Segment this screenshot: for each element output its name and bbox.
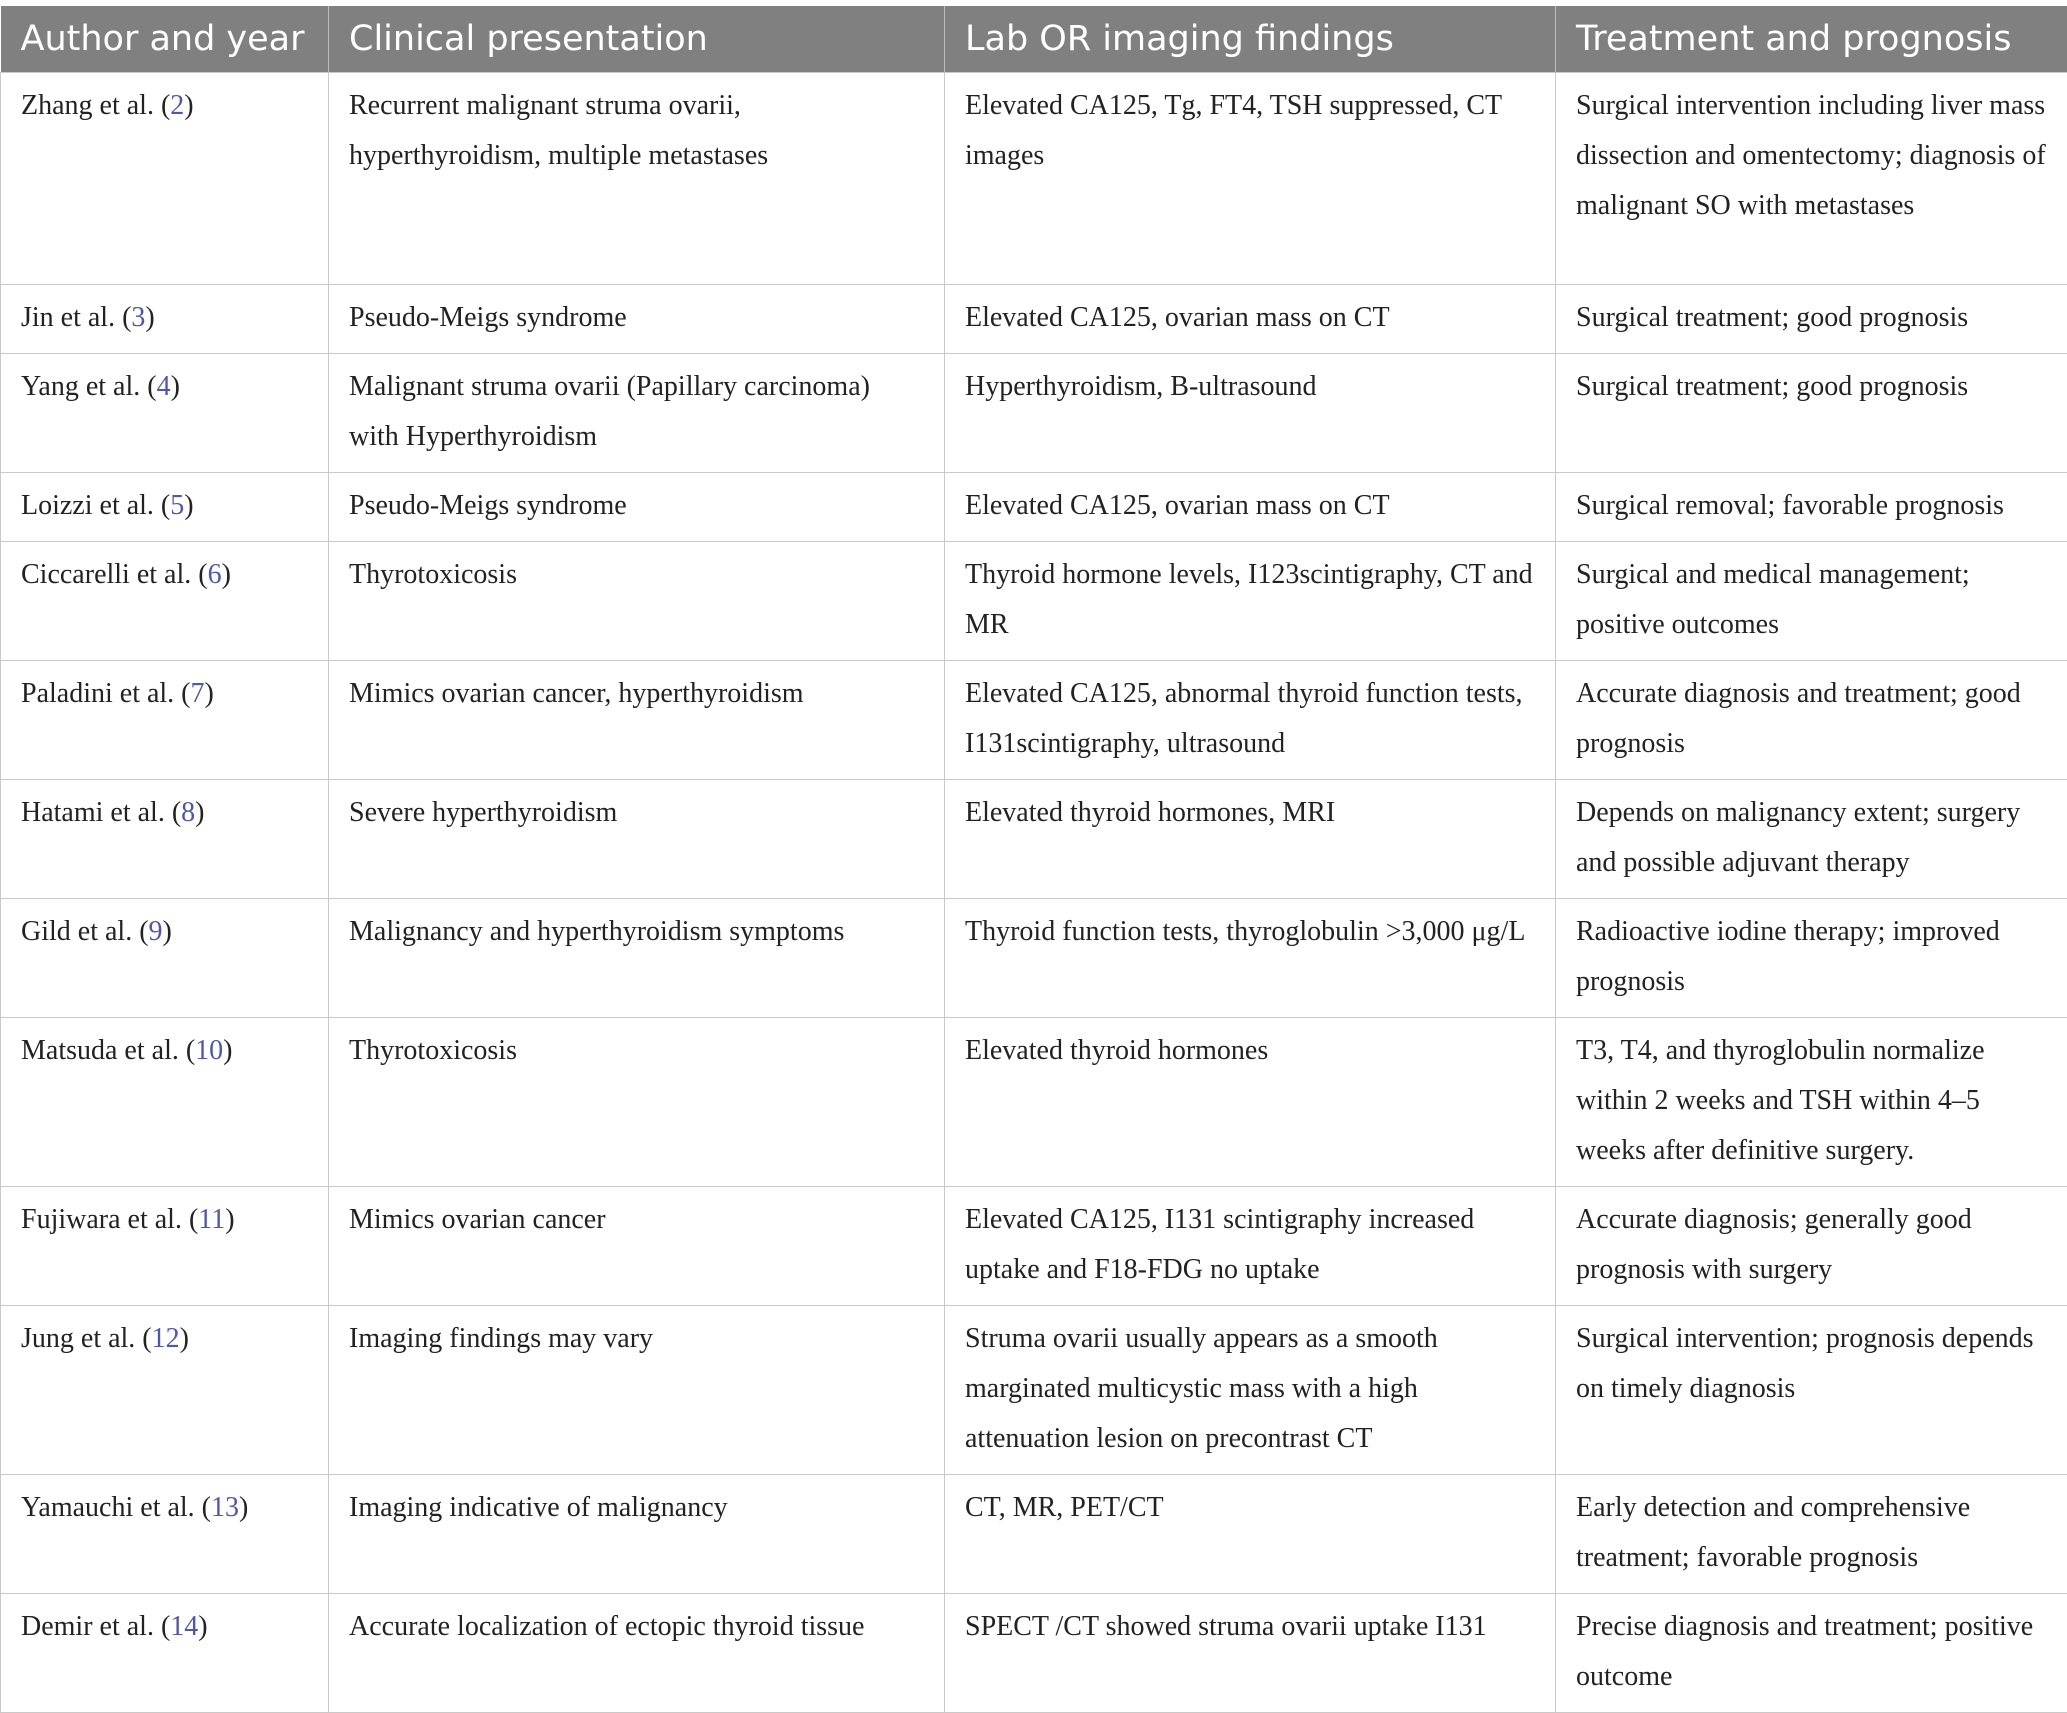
clinical-cell: Imaging findings may vary [329, 1306, 945, 1475]
author-name: Matsuda et al. ( [21, 1035, 195, 1066]
lab-cell: Elevated CA125, abnormal thyroid function tests, I131scintigraphy, ultrasound [945, 661, 1556, 780]
author-close: ) [223, 1035, 232, 1066]
author-cell [1, 1187, 329, 1306]
author-cell [1, 354, 329, 473]
table-row [1, 1018, 2067, 1187]
treatment-cell: Surgical intervention; prognosis depends on timely diagnosis [1556, 1306, 2067, 1475]
clinical-cell: Thyrotoxicosis [329, 1018, 945, 1187]
reference-link[interactable]: 12 [152, 1323, 180, 1354]
table-header [1, 6, 2067, 73]
clinical-cell: Mimics ovarian cancer [329, 1187, 945, 1306]
reference-link[interactable]: 10 [195, 1035, 223, 1066]
author-cell [1, 1594, 329, 1713]
author-name: Loizzi et al. ( [21, 490, 170, 521]
reference-link[interactable]: 8 [181, 797, 195, 828]
clinical-cell: Severe hyperthyroidism [329, 780, 945, 899]
table-row [1, 780, 2067, 899]
author-name: Demir et al. ( [21, 1611, 170, 1642]
treatment-cell: Accurate diagnosis and treatment; good prognosis [1556, 661, 2067, 780]
author-close: ) [222, 559, 231, 590]
header-lab-imaging-findings: Lab OR imaging findings [945, 6, 1556, 73]
lab-cell: Hyperthyroidism, B-ultrasound [945, 354, 1556, 473]
author-cell [1, 661, 329, 780]
treatment-cell: Surgical removal; favorable prognosis [1556, 473, 2067, 542]
author-cell [1, 73, 329, 285]
author-name: Ciccarelli et al. ( [21, 559, 208, 590]
clinical-cell: Accurate localization of ectopic thyroid tissue [329, 1594, 945, 1713]
lab-cell: Elevated CA125, ovarian mass on CT [945, 473, 1556, 542]
author-close: ) [198, 1611, 207, 1642]
author-close: ) [239, 1492, 248, 1523]
treatment-cell: Surgical treatment; good prognosis [1556, 354, 2067, 473]
author-cell [1, 285, 329, 354]
author-close: ) [171, 371, 180, 402]
author-cell [1, 1018, 329, 1187]
table-row [1, 354, 2067, 473]
treatment-cell: Early detection and comprehensive treatment; favorable prognosis [1556, 1475, 2067, 1594]
table-row [1, 473, 2067, 542]
lab-cell: CT, MR, PET/CT [945, 1475, 1556, 1594]
clinical-cell: Pseudo-Meigs syndrome [329, 473, 945, 542]
lab-cell: Elevated CA125, I131 scintigraphy increased uptake and F18-FDG no uptake [945, 1187, 1556, 1306]
author-name: Zhang et al. ( [21, 90, 170, 121]
table-row [1, 1187, 2067, 1306]
author-name: Fujiwara et al. ( [21, 1204, 198, 1235]
reference-link[interactable]: 2 [170, 90, 184, 121]
clinical-cell: Pseudo-Meigs syndrome [329, 285, 945, 354]
table-row [1, 542, 2067, 661]
reference-link[interactable]: 14 [170, 1611, 198, 1642]
reference-link[interactable]: 5 [170, 490, 184, 521]
clinical-cell: Recurrent malignant struma ovarii, hyperthyroidism, multiple metastases [329, 73, 945, 285]
lab-cell: Elevated thyroid hormones [945, 1018, 1556, 1187]
author-name: Yang et al. ( [21, 371, 157, 402]
treatment-cell: Precise diagnosis and treatment; positive outcome [1556, 1594, 2067, 1713]
author-cell [1, 1475, 329, 1594]
author-name: Jung et al. ( [21, 1323, 152, 1354]
author-close: ) [225, 1204, 234, 1235]
table-row [1, 73, 2067, 285]
author-close: ) [145, 302, 154, 333]
treatment-cell: T3, T4, and thyroglobulin normalize within 2 weeks and TSH within 4–5 weeks after definitive surgery. [1556, 1018, 2067, 1187]
treatment-cell: Radioactive iodine therapy; improved prognosis [1556, 899, 2067, 1018]
header-treatment-prognosis: Treatment and prognosis [1556, 6, 2067, 73]
author-close: ) [184, 90, 193, 121]
lab-cell: Elevated CA125, ovarian mass on CT [945, 285, 1556, 354]
clinical-cell: Malignant struma ovarii (Papillary carcinoma) with Hyperthyroidism [329, 354, 945, 473]
table-row [1, 1475, 2067, 1594]
author-close: ) [205, 678, 214, 709]
table-row [1, 1594, 2067, 1713]
reference-link[interactable]: 7 [191, 678, 205, 709]
author-close: ) [180, 1323, 189, 1354]
table-row [1, 285, 2067, 354]
author-name: Yamauchi et al. ( [21, 1492, 211, 1523]
table-row [1, 899, 2067, 1018]
header-author-year: Author and year [1, 6, 329, 73]
lab-cell: Elevated thyroid hormones, MRI [945, 780, 1556, 899]
author-name: Jin et al. ( [21, 302, 131, 333]
reference-link[interactable]: 4 [157, 371, 171, 402]
author-cell [1, 1306, 329, 1475]
table-body [1, 73, 2067, 1713]
lab-cell: Thyroid hormone levels, I123scintigraphy, CT and MR [945, 542, 1556, 661]
lab-cell: Elevated CA125, Tg, FT4, TSH suppressed, CT images [945, 73, 1556, 285]
lab-cell: Thyroid function tests, thyroglobulin >3,000 μg/L [945, 899, 1556, 1018]
reference-link[interactable]: 9 [149, 916, 163, 947]
author-cell [1, 780, 329, 899]
treatment-cell: Surgical and medical management; positive outcomes [1556, 542, 2067, 661]
clinical-cell: Imaging indicative of malignancy [329, 1475, 945, 1594]
author-close: ) [184, 490, 193, 521]
author-close: ) [195, 797, 204, 828]
literature-review-table [0, 6, 2067, 1713]
reference-link[interactable]: 13 [211, 1492, 239, 1523]
treatment-cell: Surgical treatment; good prognosis [1556, 285, 2067, 354]
clinical-cell: Mimics ovarian cancer, hyperthyroidism [329, 661, 945, 780]
author-close: ) [163, 916, 172, 947]
table-row [1, 1306, 2067, 1475]
author-cell [1, 542, 329, 661]
reference-link[interactable]: 3 [131, 302, 145, 333]
lab-cell: Struma ovarii usually appears as a smooth marginated multicystic mass with a high attenuation lesion on precontrast CT [945, 1306, 1556, 1475]
clinical-cell: Malignancy and hyperthyroidism symptoms [329, 899, 945, 1018]
clinical-cell: Thyrotoxicosis [329, 542, 945, 661]
header-row [1, 6, 2067, 73]
author-cell [1, 899, 329, 1018]
table-row [1, 661, 2067, 780]
treatment-cell: Surgical intervention including liver mass dissection and omentectomy; diagnosis of malignant SO with metastases [1556, 73, 2067, 285]
author-name: Paladini et al. ( [21, 678, 191, 709]
reference-link[interactable]: 6 [208, 559, 222, 590]
author-name: Gild et al. ( [21, 916, 149, 947]
author-cell [1, 473, 329, 542]
reference-link[interactable]: 11 [198, 1204, 225, 1235]
treatment-cell: Accurate diagnosis; generally good prognosis with surgery [1556, 1187, 2067, 1306]
treatment-cell: Depends on malignancy extent; surgery and possible adjuvant therapy [1556, 780, 2067, 899]
author-name: Hatami et al. ( [21, 797, 181, 828]
header-clinical-presentation: Clinical presentation [329, 6, 945, 73]
lab-cell: SPECT /CT showed struma ovarii uptake I131 [945, 1594, 1556, 1713]
